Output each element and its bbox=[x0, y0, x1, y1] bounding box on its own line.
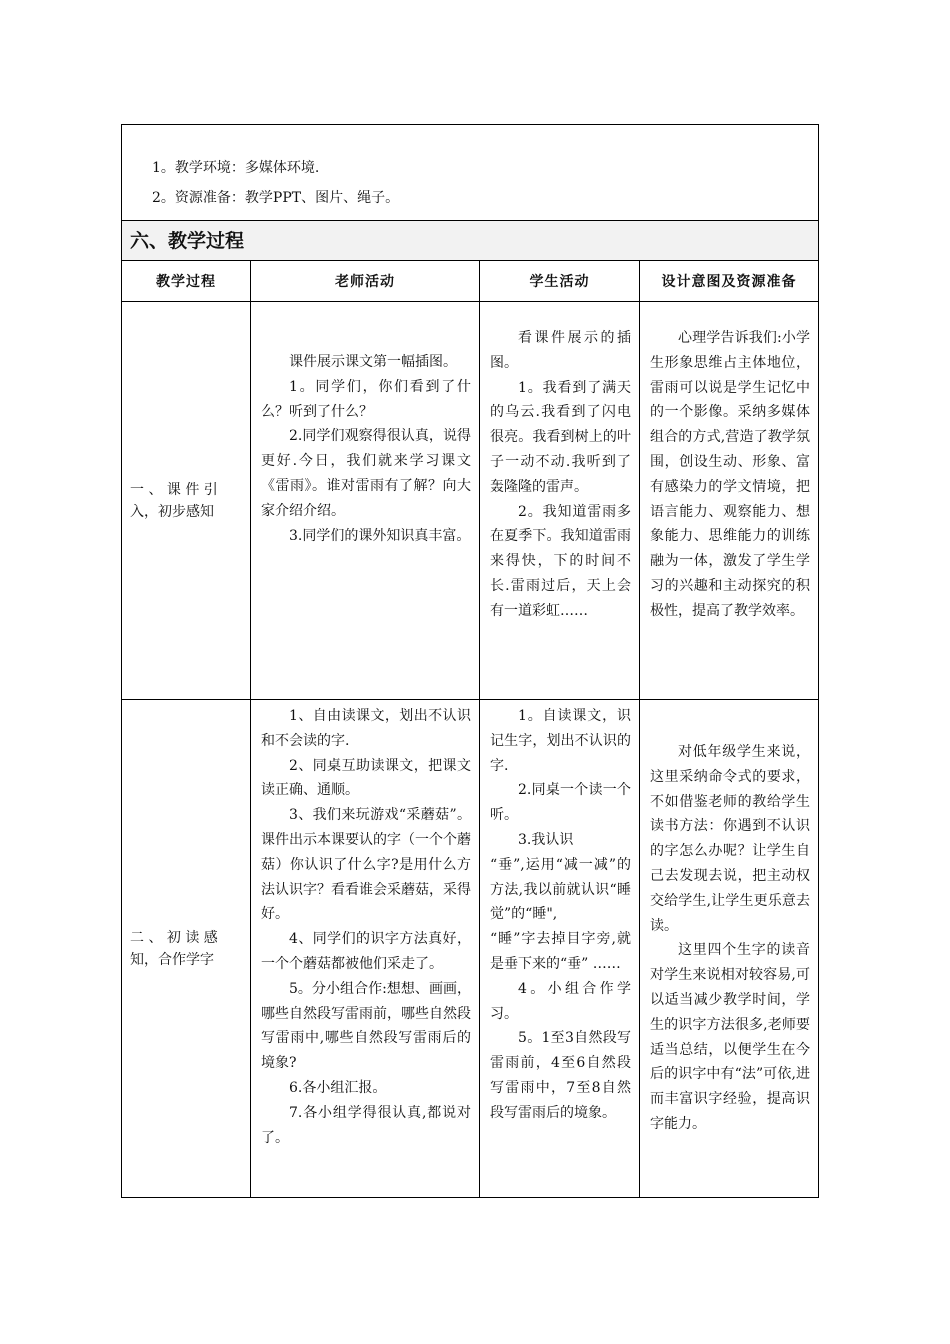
environment-cell bbox=[122, 125, 819, 221]
student-activity-line: 1。自读课文，识记生字，划出不认识的字. bbox=[490, 708, 631, 774]
student-activity-cell bbox=[480, 700, 640, 1198]
student-activity-line: 1。我看到了满天的乌云.我看到了闪电很亮。我看到树上的叶子一动不动.我听到了轰隆隆的雷声。 bbox=[490, 379, 631, 495]
teacher-activity-line: 1。同学们，你们看到了什么？听到了什么？ bbox=[261, 378, 471, 420]
design-intent-cell bbox=[640, 700, 819, 1198]
teacher-activity-line: 课件展示课文第一幅插图。 bbox=[289, 354, 457, 370]
teacher-activity-line: 6.各小组汇报。 bbox=[289, 1079, 387, 1096]
table-row bbox=[122, 700, 819, 1198]
stage-label: 知，合作学字 bbox=[130, 951, 214, 968]
teacher-activity-line: 2、同桌互助读课文，把课文读正确、通顺。 bbox=[261, 757, 471, 799]
stage-label: 一 、 课 件 引 bbox=[130, 481, 218, 498]
student-activity-cell bbox=[480, 302, 640, 700]
design-intent-line: 对低年级学生来说，这里采纳命令式的要求，不如借鉴老师的教给学生读书方法：你遇到不认识的字怎么办呢？让学生自己去发现去说，把主动权交给学生,让学生更乐意去读。 bbox=[650, 744, 811, 934]
design-intent-line: 这里四个生字的读音对学生来说相对较容易,可以适当减少教学时间，学生的识字方法很多,老师要适当总结，以便学生在今后的识字中有“法”可依,进而丰富识字经验，提高识字能力。 bbox=[650, 942, 811, 1132]
student-activity-line: 2。我知道雷雨多在夏季下。我知道雷雨来得快，下的时间不长.雷雨过后，天上会有一道彩虹…… bbox=[490, 503, 631, 619]
teacher-activity-cell bbox=[251, 302, 480, 700]
student-activity-line: “垂”,运用“减一减”的方法,我以前就认识“睡觉”的“睡", bbox=[490, 856, 631, 923]
environment-line: 1。教学环境：多媒体环境. bbox=[152, 160, 320, 176]
table-row bbox=[122, 302, 819, 700]
teacher-activity-line: 2.同学们观察得很认真，说得更好.今日，我们就来学习课文《雷雨》。谁对雷雨有了解？向大家介绍介绍。 bbox=[261, 428, 471, 519]
student-activity-line: 5。1至3自然段写雷雨前，4至6自然段写雷雨中，7至8自然段写雷雨后的境象。 bbox=[490, 1030, 631, 1121]
lesson-table bbox=[121, 124, 819, 1198]
student-activity-line: 3.我认识 bbox=[518, 831, 574, 848]
teacher-activity-line: 7.各小组学得很认真,都说对了。 bbox=[261, 1104, 471, 1146]
lesson-plan-document bbox=[121, 124, 818, 1198]
stage-cell bbox=[122, 700, 251, 1198]
stage-cell bbox=[122, 302, 251, 700]
teacher-activity-line: 1、自由读课文，划出不认识和不会读的字. bbox=[261, 708, 471, 749]
teacher-activity-cell bbox=[251, 700, 480, 1198]
stage-label: 入，初步感知 bbox=[130, 503, 214, 520]
stage-label: 二 、 初 读 感 bbox=[130, 929, 218, 946]
student-activity-line: 看课件展示的插图。 bbox=[490, 330, 631, 371]
teacher-activity-line: 4、同学们的识字方法真好，一个个蘑菇都被他们采走了。 bbox=[261, 931, 471, 972]
table-header-row bbox=[122, 261, 819, 302]
column-header: 设计意图及资源准备 bbox=[640, 261, 819, 302]
student-activity-line: “睡”字去掉目字旁,就是垂下来的“垂” …… bbox=[490, 931, 631, 972]
teacher-activity-line: 5。分小组合作:想想、画画，哪些自然段写雷雨前，哪些自然段写雷雨中,哪些自然段写雷雨后的境象? bbox=[261, 980, 471, 1072]
design-intent-line: 心理学告诉我们:小学生形象思维占主体地位，雷雨可以说是学生记忆中的一个影像。采纳多媒体组合的方式,营造了教学氛围，创设生动、形象、富有感染力的学文情境，把语言能力、观察能力、想象能力、思维能力的训练融为一体，激发了学生学习的兴趣和主动探究的积极性，提高了教学效率。 bbox=[650, 330, 811, 619]
student-activity-line: 2.同桌一个读一个听。 bbox=[490, 782, 631, 824]
teacher-activity-line: 3.同学们的课外知识真丰富。 bbox=[289, 527, 471, 544]
column-header: 教学过程 bbox=[122, 261, 251, 302]
section-title: 六、教学过程 bbox=[122, 221, 819, 261]
column-header: 老师活动 bbox=[251, 261, 480, 302]
environment-line: 2。资源准备：教学PPT、图片、绳子。 bbox=[152, 190, 400, 206]
student-activity-line: 4。小组合作学习。 bbox=[490, 980, 631, 1022]
design-intent-cell bbox=[640, 302, 819, 700]
teacher-activity-line: 3、我们来玩游戏“采蘑菇”。课件出示本课要认的字（一个个蘑菇）你认识了什么字?是用什么方法认识字？看看谁会采蘑菇，采得好。 bbox=[261, 807, 471, 923]
column-header: 学生活动 bbox=[480, 261, 640, 302]
